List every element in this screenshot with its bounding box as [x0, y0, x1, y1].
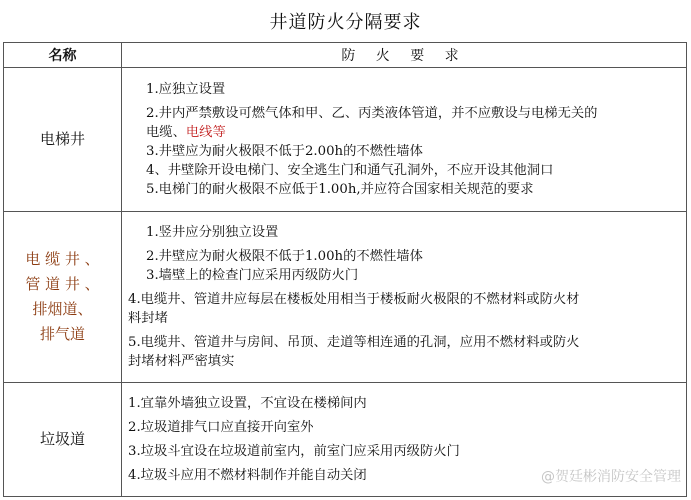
requirement-item: 5.电缆井、管道井与房间、吊顶、走道等相连通的孔洞，应用不燃材料或防火 [128, 335, 580, 350]
requirement-item-continuation: 料封堵 [128, 311, 168, 326]
name-line: 电 缆 井 、 [25, 250, 100, 268]
requirement-item: 4.电缆井、管道井应每层在楼板处用相当于楼板耐火极限的不燃材料或防火材 [128, 292, 580, 307]
requirement-item: 1.应独立设置 [146, 82, 226, 97]
requirement-item-continuation [128, 123, 680, 142]
requirement-item: 5.电梯门的耐火极限不应低于1.00h,并应符合国家相关规范的要求 [146, 182, 534, 197]
row-name-elevator-shaft [4, 68, 122, 212]
name-line: 电梯井 [39, 130, 85, 148]
watermark: @贺廷彬消防安全管理 [541, 469, 681, 485]
requirement-item: 1.竖井应分别独立设置 [146, 225, 279, 240]
table-header-row [4, 43, 687, 68]
fire-separation-table [3, 42, 687, 497]
name-line: 排烟道、 [32, 300, 93, 318]
requirement-item: 4、井壁除开设电梯门、安全逃生门和通气孔洞外，不应开设其他洞口 [146, 163, 554, 178]
name-line: 排气道 [39, 325, 85, 343]
header-name: 名称 [4, 43, 122, 68]
cable-text: 电缆、 [146, 125, 186, 140]
row-requirements [122, 68, 687, 212]
requirement-item: 3.垃圾斗宜设在垃圾道前室内，前室门应采用丙级防火门 [128, 444, 460, 459]
requirement-item-continuation: 封堵材料严密填实 [128, 354, 235, 369]
row-name-cable-pipe-shaft [4, 212, 122, 383]
row-requirements [122, 212, 687, 383]
requirement-item: 2.垃圾道排气口应直接开向室外 [128, 420, 314, 435]
wire-text: 电线等 [185, 125, 226, 140]
requirement-item: 3.墙壁上的检查门应采用丙级防火门 [146, 268, 359, 283]
requirement-item: 4.垃圾斗应用不燃材料制作并能自动关闭 [128, 468, 367, 483]
name-line: 管 道 井 、 [25, 275, 100, 293]
header-requirements: 防 火 要 求 [122, 43, 687, 68]
row-name-garbage-chute [4, 383, 122, 497]
requirement-item: 2.井内严禁敷设可燃气体和甲、乙、丙类液体管道，并不应敷设与电梯无关的 [146, 106, 598, 121]
requirement-item: 1.宜靠外墙独立设置，不宜设在楼梯间内 [128, 396, 367, 411]
table-row [4, 68, 687, 212]
requirement-item: 2.井壁应为耐火极限不低于1.00h的不燃性墙体 [146, 249, 423, 264]
table-row [4, 212, 687, 383]
requirement-item: 3.井壁应为耐火极限不低于2.00h的不燃性墙体 [146, 144, 423, 159]
page-title: 井道防火分隔要求 [269, 12, 422, 33]
name-line: 垃圾道 [39, 430, 85, 448]
